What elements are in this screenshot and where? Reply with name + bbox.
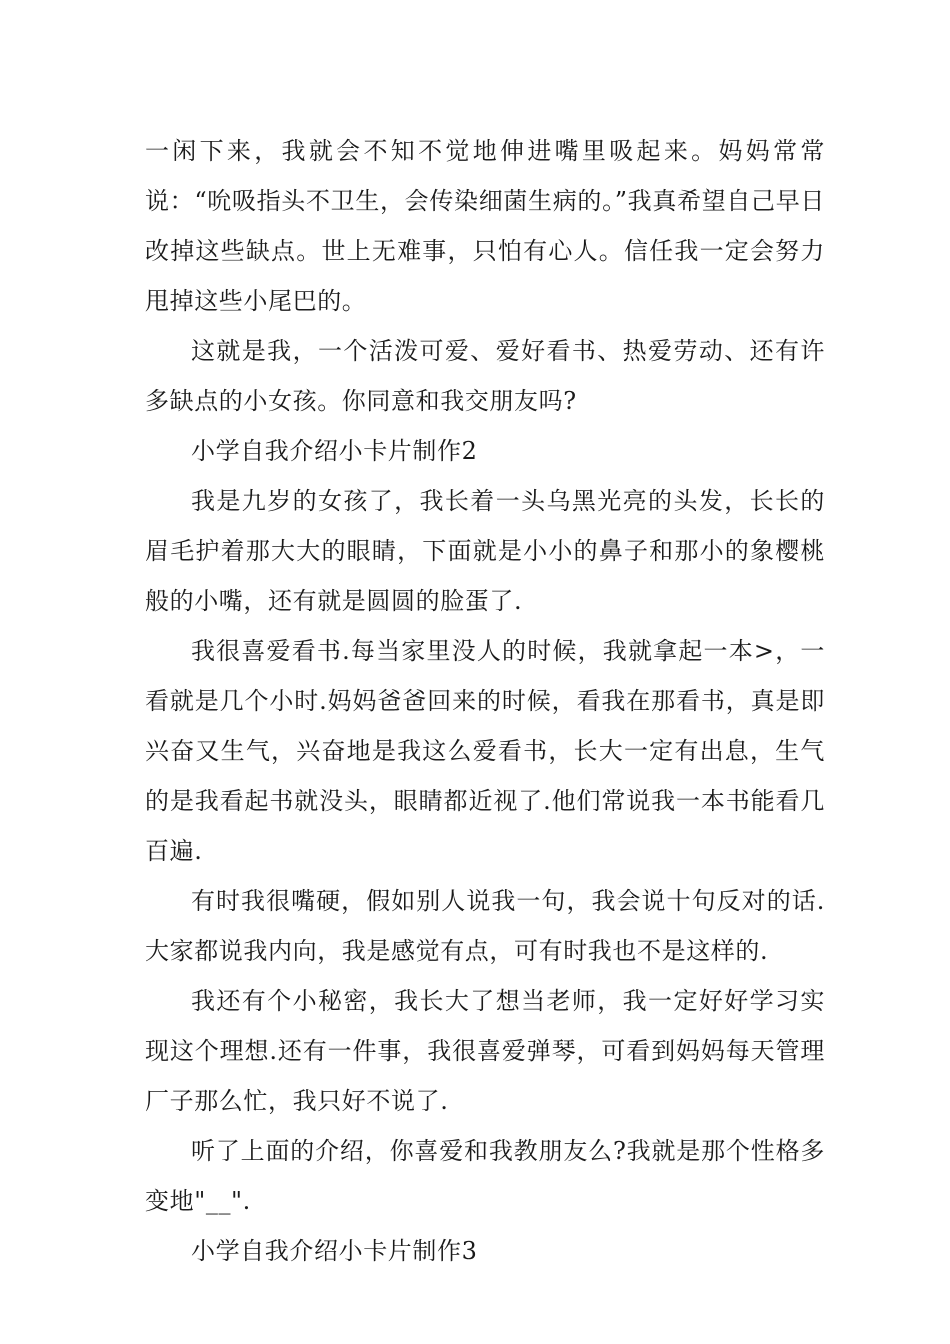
paragraph-continuation: 一闲下来，我就会不知不觉地伸进嘴里吸起来。妈妈常常说：“吮吸指头不卫生，会传染细菌生病的。”我真希望自己早日改掉这些缺点。世上无难事，只怕有心人。信任我一定会努力甩掉这些小尾巴的。: [145, 137, 825, 315]
paragraph-appearance: 我是九岁的女孩了，我长着一头乌黑光亮的头发，长长的眉毛护着那大大的眼睛，下面就是小小的鼻子和那小的象樱桃般的小嘴，还有就是圆圆的脸蛋了.: [145, 487, 825, 615]
document-body: [145, 126, 825, 1276]
section-heading-3: 小学自我介绍小卡片制作3: [191, 1237, 478, 1265]
section-heading-2: 小学自我介绍小卡片制作2: [191, 437, 478, 465]
paragraph-conclusion: 这就是我，一个活泼可爱、爱好看书、热爱劳动、还有许多缺点的小女孩。你同意和我交朋友吗?: [145, 337, 825, 415]
paragraph-closing: 听了上面的介绍，你喜爱和我教朋友么?我就是那个性格多变地"__".: [145, 1137, 825, 1215]
paragraph-secret: 我还有个小秘密，我长大了想当老师，我一定好好学习实现这个理想.还有一件事，我很喜爱弹琴，可看到妈妈每天管理厂子那么忙，我只好不说了.: [145, 987, 825, 1115]
paragraph-personality: 有时我很嘴硬，假如别人说我一句，我会说十句反对的话.大家都说我内向，我是感觉有点，可有时我也不是这样的.: [145, 887, 825, 965]
paragraph-reading: 我很喜爱看书.每当家里没人的时候，我就拿起一本>，一看就是几个小时.妈妈爸爸回来的时候，看我在那看书，真是即兴奋又生气，兴奋地是我这么爱看书，长大一定有出息，生气的是我看起书就没头，眼睛都近视了.他们常说我一本书能看几百遍.: [145, 637, 825, 865]
